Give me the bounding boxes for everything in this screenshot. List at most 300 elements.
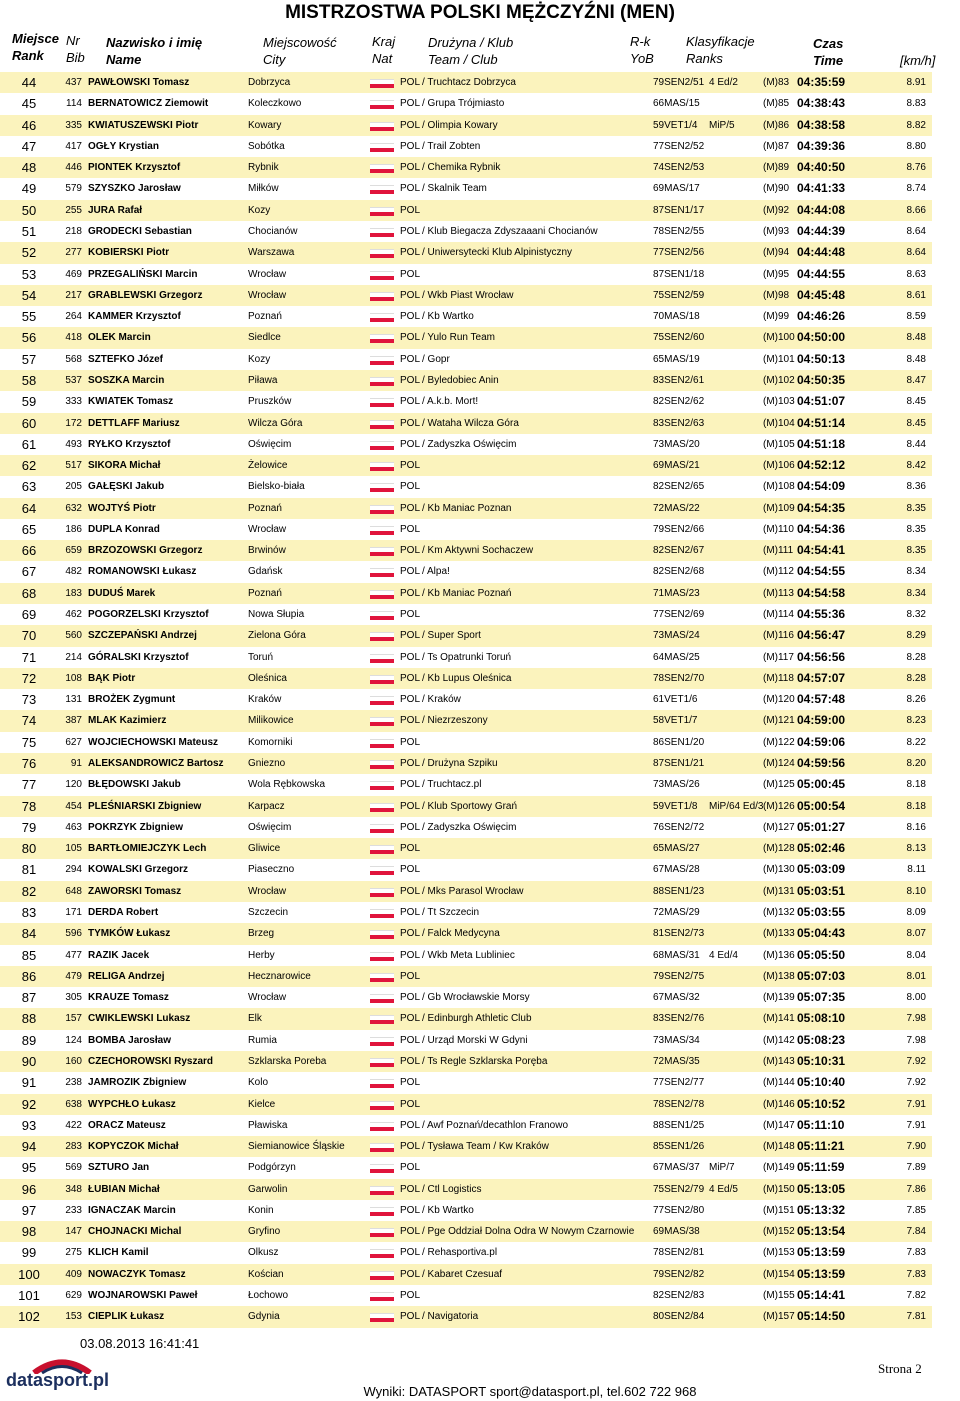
cell-rank: 57 — [21, 351, 37, 367]
cell-time: 04:56:47 — [797, 628, 846, 643]
cell-cls: 4 Ed/2 — [709, 77, 738, 88]
cell-kmh: 8.44 — [906, 438, 926, 450]
cell-cls2: (M)155 — [763, 1290, 795, 1302]
cell-name: GRODECKI Sebastian — [88, 225, 192, 237]
poland-flag-icon — [370, 781, 394, 789]
cell-name: ŁUBIAN Michał — [88, 1183, 160, 1195]
cell-kmh: 8.76 — [906, 162, 926, 174]
cell-rank: 63 — [21, 479, 37, 495]
cell-name: NOWACZYK Tomasz — [88, 1268, 186, 1280]
cell-city: Kościan — [248, 1268, 284, 1280]
cell-nat: POL — [400, 204, 421, 216]
cell-cls2: (M)124 — [763, 758, 795, 769]
cell-rank: 75 — [21, 734, 37, 750]
cell-bib: 160 — [65, 1055, 82, 1067]
cell-bib: 568 — [65, 353, 82, 365]
cell-kmh: 8.28 — [906, 651, 926, 663]
cell-rank: 66 — [21, 543, 37, 559]
cell-yob: 88SEN1/23 — [653, 885, 705, 897]
cell-cls2: (M)132 — [763, 906, 795, 918]
cell-nat: POL — [400, 587, 421, 599]
cell-cls2: (M)144 — [763, 1077, 795, 1089]
cell-bib: 120 — [65, 779, 82, 791]
table-row — [0, 1179, 932, 1200]
cell-time: 05:08:10 — [797, 1011, 846, 1026]
poland-flag-icon — [370, 930, 394, 938]
cell-time: 05:00:54 — [797, 798, 846, 813]
cell-yob: 75SEN2/60 — [653, 332, 705, 344]
table-row — [0, 285, 932, 306]
poland-flag-icon — [370, 547, 394, 555]
poland-flag-icon — [370, 1101, 394, 1109]
cell-rank: 46 — [21, 117, 37, 133]
cell-nat: POL — [400, 566, 421, 578]
cell-nat: POL — [400, 694, 421, 706]
cell-city: Toruń — [248, 651, 274, 663]
cell-kmh: 7.81 — [906, 1311, 926, 1323]
cell-kmh: 8.47 — [906, 374, 926, 386]
cell-bib: 283 — [65, 1141, 82, 1153]
poland-flag-icon — [370, 1037, 394, 1045]
cell-kmh: 7.98 — [906, 1013, 926, 1025]
cell-name: ZAWORSKI Tomasz — [88, 885, 182, 897]
cell-rank: 79 — [21, 819, 37, 835]
datasport-logo — [6, 1356, 118, 1396]
cell-city: Nowa Słupia — [248, 609, 305, 621]
cell-yob: 71MAS/23 — [653, 587, 700, 599]
poland-flag-icon — [370, 79, 394, 87]
cell-cls2: (M)126 — [763, 800, 795, 812]
cell-nat: POL — [400, 460, 421, 472]
cell-cls2: (M)154 — [763, 1268, 795, 1280]
cell-rank: 96 — [21, 1181, 37, 1197]
poland-flag-icon — [370, 824, 394, 832]
cell-time: 04:54:55 — [797, 564, 846, 579]
cell-city: Kraków — [248, 694, 282, 706]
cell-rank: 67 — [21, 564, 37, 580]
cell-kmh: 8.18 — [906, 779, 926, 791]
cell-kmh: 7.89 — [906, 1162, 926, 1174]
cell-club: / Awf Poznań/decathlon Franowo — [422, 1119, 569, 1131]
cell-city: Pławiska — [248, 1119, 288, 1131]
cell-bib: 569 — [65, 1162, 82, 1174]
cell-name: POKRZYK Zbigniew — [88, 821, 183, 833]
cell-city: Gryfino — [248, 1226, 281, 1238]
cell-rank: 69 — [21, 607, 37, 623]
cell-cls2: (M)100 — [763, 332, 795, 344]
cell-yob: 72MAS/29 — [653, 906, 700, 918]
table-row — [0, 796, 932, 817]
poland-flag-icon — [370, 611, 394, 619]
cell-city: Pruszków — [248, 396, 292, 408]
header-team: Drużyna / Klub Team / Club — [428, 35, 514, 67]
cell-nat: POL — [400, 438, 421, 450]
cell-kmh: 8.61 — [906, 289, 926, 301]
table-row — [0, 583, 932, 604]
cell-club: / Wkb Piast Wrocław — [422, 289, 514, 301]
cell-club: / Wkb Meta Lubliniec — [422, 949, 515, 961]
cell-time: 05:11:21 — [797, 1139, 845, 1154]
cell-time: 04:54:58 — [797, 585, 846, 600]
cell-time: 04:40:50 — [797, 160, 846, 175]
poland-flag-icon — [370, 1015, 394, 1023]
cell-rank: 85 — [21, 947, 37, 963]
cell-rank: 101 — [18, 1288, 40, 1304]
cell-yob: 82SEN2/65 — [653, 481, 705, 493]
cell-time: 04:56:56 — [797, 649, 846, 664]
cell-rank: 65 — [21, 521, 37, 537]
cell-yob: 83SEN2/63 — [653, 417, 705, 429]
cell-city: Kowary — [248, 119, 282, 131]
cell-city: Sobótka — [248, 140, 285, 152]
cell-kmh: 8.42 — [906, 460, 926, 472]
cell-rank: 76 — [21, 756, 37, 771]
cell-nat: POL — [400, 651, 421, 663]
cell-rank: 64 — [21, 500, 37, 516]
table-row — [0, 1094, 932, 1115]
cell-time: 04:59:56 — [797, 756, 846, 770]
cell-time: 04:54:41 — [797, 543, 846, 558]
cell-city: Siemianowice Śląskie — [248, 1141, 345, 1153]
cell-nat: POL — [400, 1055, 421, 1067]
poland-flag-icon — [370, 654, 394, 662]
cell-rank: 88 — [21, 1011, 37, 1027]
cell-yob: 59VET1/4 — [653, 119, 698, 131]
cell-time: 05:14:50 — [797, 1309, 846, 1324]
cell-kmh: 8.04 — [906, 949, 926, 961]
cell-bib: 153 — [65, 1311, 82, 1323]
cell-time: 04:44:48 — [797, 245, 846, 260]
cell-bib: 463 — [65, 821, 82, 833]
cell-club: / Ts Opatrunki Toruń — [422, 651, 512, 663]
cell-name: WOJCIECHOWSKI Mateusz — [88, 736, 219, 748]
table-row — [0, 434, 932, 455]
cell-bib: 482 — [65, 566, 82, 578]
table-row — [0, 881, 932, 902]
cell-rank: 59 — [21, 394, 37, 410]
poland-flag-icon — [370, 313, 394, 321]
cell-kmh: 8.74 — [906, 183, 926, 195]
cell-name: TYMKÓW Łukasz — [88, 928, 171, 940]
cell-nat: POL — [400, 779, 421, 791]
cell-name: RAZIK Jacek — [88, 949, 150, 961]
cell-nat: POL — [400, 1013, 421, 1025]
cell-cls: MiP/7 — [709, 1162, 735, 1174]
cell-nat: POL — [400, 1119, 421, 1131]
cell-time: 04:35:59 — [797, 75, 846, 89]
cell-nat: POL — [400, 183, 421, 195]
cell-rank: 45 — [21, 96, 37, 112]
cell-yob: 70MAS/18 — [653, 311, 700, 323]
cell-yob: 83SEN2/76 — [653, 1013, 705, 1025]
cell-yob: 72MAS/35 — [653, 1055, 700, 1067]
cell-time: 05:14:41 — [797, 1288, 846, 1303]
cell-name: OGŁY Krystian — [88, 140, 159, 152]
cell-nat: POL — [400, 1162, 421, 1174]
cell-club: / Wataha Wilcza Góra — [422, 417, 519, 429]
table-row — [0, 327, 932, 348]
cell-cls2: (M)99 — [763, 311, 790, 323]
cell-city: Kolo — [248, 1077, 269, 1089]
cell-club: / Mks Parasol Wrocław — [422, 885, 524, 897]
cell-name: SZCZEPAŃSKI Andrzej — [88, 630, 197, 642]
cell-rank: 102 — [18, 1309, 40, 1325]
cell-yob: 88SEN1/25 — [653, 1119, 705, 1131]
cell-yob: 77SEN2/77 — [653, 1077, 705, 1089]
cell-city: Poznań — [248, 587, 282, 599]
poland-flag-icon — [370, 271, 394, 279]
cell-name: KOPYCZOK Michał — [88, 1141, 179, 1153]
poland-flag-icon — [370, 228, 394, 236]
table-row — [0, 242, 932, 263]
cell-city: Wrocław — [248, 885, 287, 897]
cell-name: SZTEFKO Józef — [88, 353, 164, 365]
cell-cls2: (M)133 — [763, 928, 795, 940]
cell-name: CIEPLIK Łukasz — [88, 1311, 165, 1323]
cell-kmh: 7.82 — [906, 1290, 926, 1302]
cell-yob: 69MAS/17 — [653, 183, 700, 195]
cell-time: 05:11:59 — [797, 1160, 845, 1175]
cell-yob: 82SEN2/67 — [653, 545, 705, 557]
poland-flag-icon — [370, 526, 394, 534]
cell-nat: POL — [400, 417, 421, 429]
header-yob: R-k YoB — [630, 34, 654, 66]
poland-flag-icon — [370, 1186, 394, 1194]
cell-club: / Ctl Logistics — [422, 1183, 482, 1195]
cell-time: 05:05:50 — [797, 947, 846, 962]
cell-city: Kozy — [248, 204, 271, 216]
cell-nat: POL — [400, 119, 421, 131]
table-row — [0, 1136, 932, 1157]
cell-bib: 171 — [65, 906, 82, 918]
cell-bib: 629 — [65, 1290, 82, 1302]
cell-time: 04:44:55 — [797, 266, 846, 281]
cell-nat: POL — [400, 545, 421, 557]
poland-flag-icon — [370, 717, 394, 725]
poland-flag-icon — [370, 973, 394, 981]
cell-yob: 87SEN1/17 — [653, 204, 705, 216]
cell-yob: 74SEN2/53 — [653, 162, 705, 174]
cell-time: 04:39:36 — [797, 138, 846, 153]
cell-club: / Truchtacz.pl — [422, 779, 482, 791]
cell-rank: 74 — [21, 713, 37, 729]
cell-city: Szklarska Poreba — [248, 1055, 327, 1067]
cell-rank: 56 — [21, 330, 37, 346]
cell-name: JURA Rafał — [88, 204, 143, 216]
cell-club: / Trail Zobten — [422, 140, 481, 152]
cell-nat: POL — [400, 374, 421, 386]
cell-yob: 65MAS/27 — [653, 843, 700, 855]
cell-club: / Kb Maniac Poznan — [422, 502, 512, 514]
poland-flag-icon — [370, 909, 394, 917]
cell-name: SOSZKA Marcin — [88, 374, 165, 386]
cell-club: / Niezrzeszony — [422, 715, 488, 727]
cell-name: SIKORA Michał — [88, 460, 161, 472]
cell-city: Piława — [248, 374, 278, 386]
cell-city: Kozy — [248, 353, 271, 365]
cell-club: / Grupa Trójmiasto — [422, 98, 505, 110]
cell-yob: 80SEN2/84 — [653, 1311, 705, 1323]
cell-time: 05:13:59 — [797, 1266, 846, 1281]
poland-flag-icon — [370, 760, 394, 768]
cell-yob: 78SEN2/81 — [653, 1247, 705, 1259]
cell-kmh: 8.64 — [906, 225, 926, 237]
cell-yob: 77SEN2/56 — [653, 247, 705, 259]
cell-name: IGNACZAK Marcin — [88, 1204, 176, 1216]
cell-yob: 77SEN2/80 — [653, 1204, 705, 1216]
cell-nat: POL — [400, 140, 421, 152]
cell-city: Zielona Góra — [248, 630, 306, 642]
cell-bib: 305 — [65, 992, 82, 1004]
cell-club: / Olimpia Kowary — [422, 119, 498, 131]
table-row — [0, 1072, 932, 1093]
cell-bib: 105 — [65, 843, 82, 855]
cell-club: / Km Aktywni Sochaczew — [422, 545, 534, 557]
cell-cls2: (M)105 — [763, 438, 795, 450]
cell-time: 05:02:46 — [797, 841, 846, 856]
cell-rank: 80 — [21, 841, 37, 857]
cell-rank: 47 — [21, 138, 37, 154]
header-kmh: [km/h] — [900, 53, 936, 68]
cell-bib: 183 — [65, 587, 82, 599]
poland-flag-icon — [370, 739, 394, 747]
cell-kmh: 8.01 — [906, 970, 926, 982]
cell-yob: 82SEN2/68 — [653, 566, 705, 578]
cell-rank: 53 — [21, 266, 37, 282]
results-table — [0, 72, 960, 1328]
cell-kmh: 8.35 — [906, 545, 926, 557]
cell-kmh: 8.64 — [906, 247, 926, 259]
cell-cls2: (M)118 — [763, 672, 794, 684]
poland-flag-icon — [370, 1079, 394, 1087]
poland-flag-icon — [370, 292, 394, 300]
cell-yob: 86SEN1/20 — [653, 736, 705, 748]
cell-nat: POL — [400, 481, 421, 493]
cell-cls2: (M)101 — [763, 353, 795, 365]
cell-time: 05:00:45 — [797, 777, 846, 792]
cell-club: / Kraków — [422, 694, 461, 706]
cell-bib: 560 — [65, 630, 82, 642]
cell-club: / Edinburgh Athletic Club — [422, 1013, 532, 1025]
cell-club: / Pge Oddział Dolna Odra W Nowym Czarnowie — [422, 1226, 635, 1238]
cell-time: 04:59:06 — [797, 734, 846, 749]
cell-yob: 73MAS/20 — [653, 438, 700, 450]
cell-bib: 454 — [65, 800, 82, 812]
cell-cls2: (M)149 — [763, 1162, 795, 1174]
cell-club: / Klub Sportowy Grań — [422, 800, 518, 812]
cell-rank: 54 — [21, 287, 37, 303]
cell-name: OLEK Marcin — [88, 332, 151, 344]
poland-flag-icon — [370, 1207, 394, 1215]
cell-kmh: 8.22 — [906, 736, 926, 748]
cell-yob: 78SEN2/70 — [653, 672, 705, 684]
cell-nat: POL — [400, 758, 421, 769]
cell-time: 04:54:09 — [797, 479, 846, 494]
cell-club: / Uniwersytecki Klub Alpinistyczny — [422, 247, 573, 259]
timestamp: 03.08.2013 16:41:41 — [80, 1336, 200, 1351]
cell-kmh: 8.09 — [906, 906, 926, 918]
table-row — [0, 476, 932, 497]
cell-club: / Navigatoria — [422, 1311, 479, 1323]
cell-cls2: (M)111 — [763, 545, 794, 557]
cell-rank: 50 — [21, 202, 37, 218]
cell-time: 04:57:07 — [797, 670, 846, 685]
table-row — [0, 306, 932, 327]
cell-nat: POL — [400, 992, 421, 1004]
poland-flag-icon — [370, 888, 394, 896]
cell-city: Rumia — [248, 1034, 277, 1046]
poland-flag-icon — [370, 994, 394, 1002]
cell-bib: 335 — [65, 119, 82, 131]
cell-city: Gdańsk — [248, 566, 283, 578]
table-row — [0, 264, 932, 285]
cell-nat: POL — [400, 885, 421, 897]
table-row — [0, 200, 932, 221]
cell-city: Brzeg — [248, 928, 275, 940]
cell-club: / A.k.b. Mort! — [422, 396, 479, 408]
table-row — [0, 923, 932, 944]
cell-kmh: 8.83 — [906, 98, 926, 110]
poland-flag-icon — [370, 803, 394, 811]
cell-yob: 78SEN2/55 — [653, 225, 705, 237]
header-ranks: Klasyfikacje Ranks — [686, 34, 755, 66]
cell-city: Wrocław — [248, 992, 287, 1004]
cell-city: Łochowo — [248, 1290, 289, 1302]
cell-cls2: (M)121 — [763, 715, 795, 727]
cell-city: Wrocław — [248, 268, 287, 280]
cell-rank: 83 — [21, 904, 37, 920]
cell-name: KOWALSKI Grzegorz — [88, 864, 189, 876]
cell-kmh: 7.83 — [906, 1247, 926, 1259]
cell-cls2: (M)143 — [763, 1055, 795, 1067]
cell-city: Hecznarowice — [248, 970, 311, 982]
cell-kmh: 7.84 — [906, 1226, 926, 1238]
cell-bib: 255 — [65, 204, 82, 216]
cell-name: BARTŁOMIEJCZYK Lech — [88, 843, 207, 855]
cell-bib: 114 — [66, 98, 82, 110]
cell-club: / Truchtacz Dobrzyca — [422, 77, 516, 88]
cell-nat: POL — [400, 353, 421, 365]
cell-bib: 493 — [65, 438, 82, 450]
cell-kmh: 8.07 — [906, 928, 926, 940]
cell-kmh: 7.92 — [906, 1055, 926, 1067]
table-row — [0, 178, 932, 199]
cell-club: / Yulo Run Team — [422, 332, 496, 344]
table-row — [0, 647, 932, 668]
poland-flag-icon — [370, 1249, 394, 1257]
cell-kmh: 8.20 — [906, 758, 926, 769]
table-row — [0, 455, 932, 476]
cell-club: / Urząd Morski W Gdyni — [422, 1034, 528, 1046]
cell-time: 04:38:58 — [797, 117, 846, 132]
table-row — [0, 604, 932, 625]
cell-bib: 108 — [65, 672, 82, 684]
table-row — [0, 498, 932, 519]
cell-name: BOMBA Jarosław — [88, 1034, 171, 1046]
cell-name: CZECHOROWSKI Ryszard — [88, 1055, 214, 1067]
cell-bib: 238 — [65, 1077, 82, 1089]
cell-cls2: (M)125 — [763, 779, 795, 791]
cell-time: 04:51:14 — [797, 415, 846, 430]
poland-flag-icon — [370, 1058, 394, 1066]
poland-flag-icon — [370, 1164, 394, 1172]
cell-club: / Tysława Team / Kw Kraków — [422, 1141, 549, 1153]
cell-kmh: 8.45 — [906, 396, 926, 408]
cell-bib: 264 — [65, 311, 82, 323]
cell-kmh: 7.92 — [906, 1077, 926, 1089]
cell-rank: 94 — [21, 1139, 37, 1155]
cell-kmh: 8.13 — [906, 843, 926, 855]
